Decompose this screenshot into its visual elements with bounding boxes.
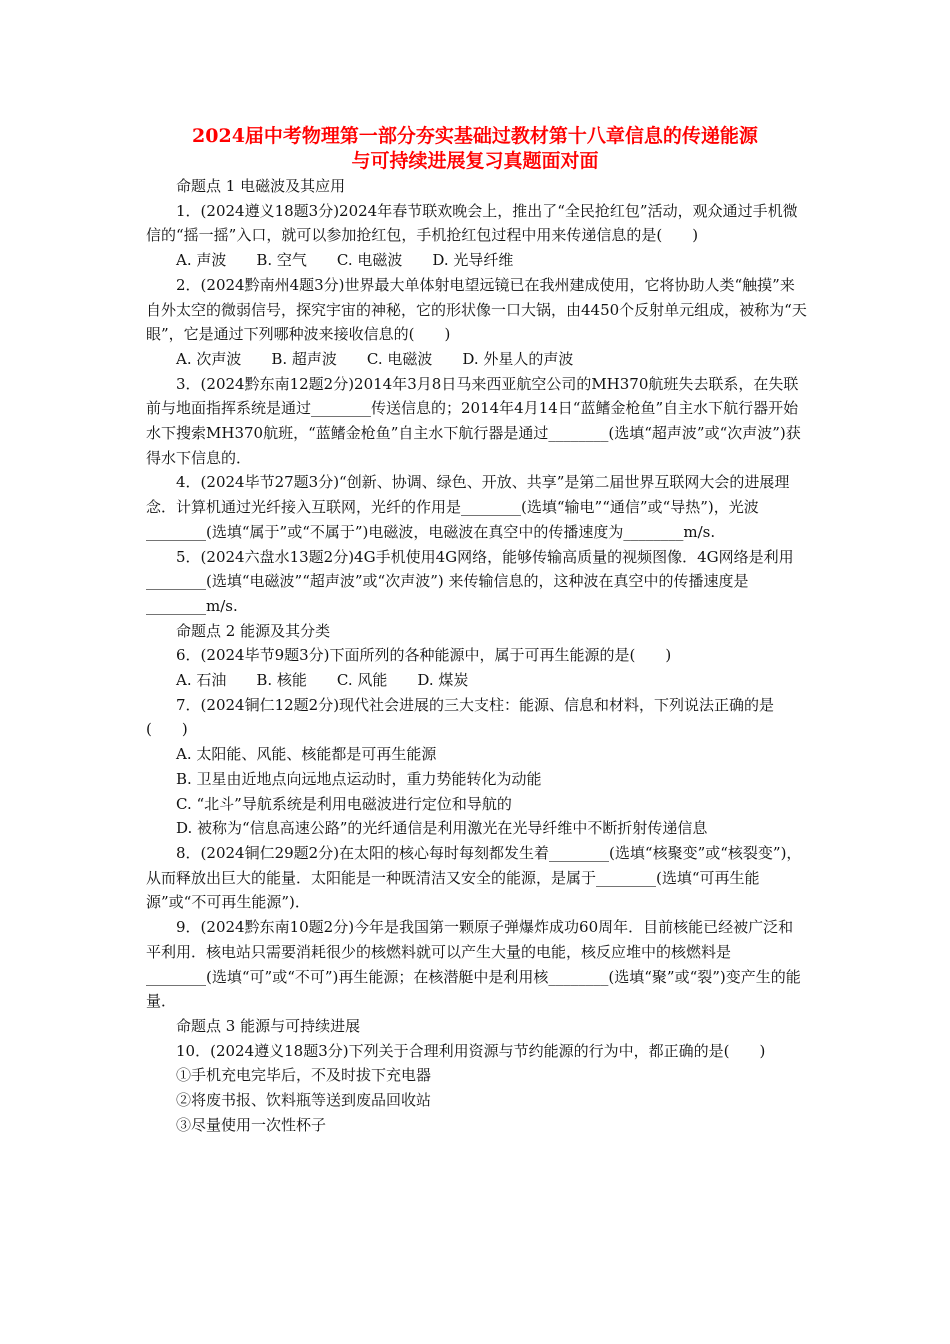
question-7: 7．(2024铜仁12题2分)现代社会进展的三大支柱：能源、信息和材料，下列说法正确的是( ) bbox=[146, 695, 775, 739]
question-9: 9．(2024黔东南10题2分)今年是我国第一颗原子弹爆炸成功60周年．目前核能已经被广泛和平利用．核电站只需要消耗很少的核燃料就可以产生大量的电能，核反应堆中的核燃料是________(选填“可”或“不可”)再生能源；在核潜艇中是利用核________(选填“聚”或“裂”)变产生的能量． bbox=[146, 918, 801, 1011]
question-6-options: A. 石油 B. 核能 C. 风能 D. 煤炭 bbox=[176, 671, 469, 690]
section-heading: 命题点 2 能源及其分类 bbox=[176, 621, 331, 640]
question-1-options: A. 声波 B. 空气 C. 电磁波 D. 光导纤维 bbox=[176, 251, 514, 270]
question-10-item: ①手机充电完毕后，不及时拔下充电器 bbox=[176, 1066, 432, 1085]
question-2-options: A. 次声波 B. 超声波 C. 电磁波 D. 外星人的声波 bbox=[176, 349, 574, 368]
question-7-option-d: D. 被称为“信息高速公路”的光纤通信是利用激光在光导纤维中不断折射传递信息 bbox=[176, 819, 708, 838]
question-4: 4．(2024毕节27题3分)“创新、协调、绿色、开放、共享”是第二届世界互联网大会的进展理念．计算机通过光纤接入互联网，光纤的作用是________(选填“输电”“通信”或“导热”)，光波________(选填“属于”或“不属于”)电磁波，电磁波在真空中的传播速度为________m/s. bbox=[146, 473, 790, 541]
section-heading: 命题点 1 电磁波及其应用 bbox=[176, 177, 346, 195]
question-6: 6．(2024毕节9题3分)下面所列的各种能源中，属于可再生能源的是( ) bbox=[176, 646, 672, 665]
question-1: 1．(2024遵义18题3分)2024年春节联欢晚会上，推出了“全民抢红包”活动，观众通过手机微信的“摇一摇”入口，就可以参加抢红包，手机抢红包过程中用来传递信息的是( ) bbox=[146, 201, 798, 245]
section-heading: 命题点 3 能源与可持续进展 bbox=[176, 1016, 361, 1035]
question-7-option-b: B. 卫星由近地点向远地点运动时，重力势能转化为动能 bbox=[176, 769, 542, 788]
title-line-2: 与可持续进展复习真题面对面 bbox=[351, 150, 599, 172]
document-title bbox=[120, 124, 830, 174]
question-7-option-c: C. “北斗”导航系统是利用电磁波进行定位和导航的 bbox=[176, 794, 512, 813]
question-10-item: ③尽量使用一次性杯子 bbox=[176, 1115, 327, 1134]
question-7-option-a: A. 太阳能、风能、核能都是可再生能源 bbox=[176, 745, 437, 764]
question-2: 2．(2024黔南州4题3分)世界最大单体射电望远镜已在我州建成使用，它将协助人类“触摸”来自外太空的微弱信号，探究宇宙的神秘，它的形状像一口大锅，由4450个反射单元组成，被称为“天眼”，它是通过下列哪种波来接收信息的( ) bbox=[146, 275, 807, 344]
document-body bbox=[146, 174, 808, 1137]
question-10: 10．(2024遵义18题3分)下列关于合理利用资源与节约能源的行为中，都正确的是( ) bbox=[176, 1041, 766, 1060]
title-line-1: 2024届中考物理第一部分夯实基础过教材第十八章信息的传递能源 bbox=[192, 125, 758, 147]
question-5: 5．(2024六盘水13题2分)4G手机使用4G网络，能够传输高质量的视频图像．4G网络是利用________(选填“电磁波”“超声波”或“次声波”) 来传输信息的，这种波在真空中的传播速度是________m/s. bbox=[146, 547, 794, 615]
question-8: 8．(2024铜仁29题2分)在太阳的核心每时每刻都发生着________(选填“核聚变”或“核裂变”)，从而释放出巨大的能量．太阳能是一种既清洁又安全的能源，是属于________(选填“可再生能源”或“不可再生能源”)． bbox=[146, 843, 802, 912]
question-10-item: ②将废书报、饮料瓶等送到废品回收站 bbox=[176, 1091, 432, 1110]
question-3: 3．(2024黔东南12题2分)2014年3月8日马来西亚航空公司的MH370航班失去联系，在失联前与地面指挥系统是通过________传送信息的；2014年4月14日“蓝鳍金枪鱼”自主水下航行器开始水下搜索MH370航班，“蓝鳍金枪鱼”自主水下航行器是通过________(选填“超声波”或“次声波”)获得水下信息的． bbox=[146, 374, 801, 467]
